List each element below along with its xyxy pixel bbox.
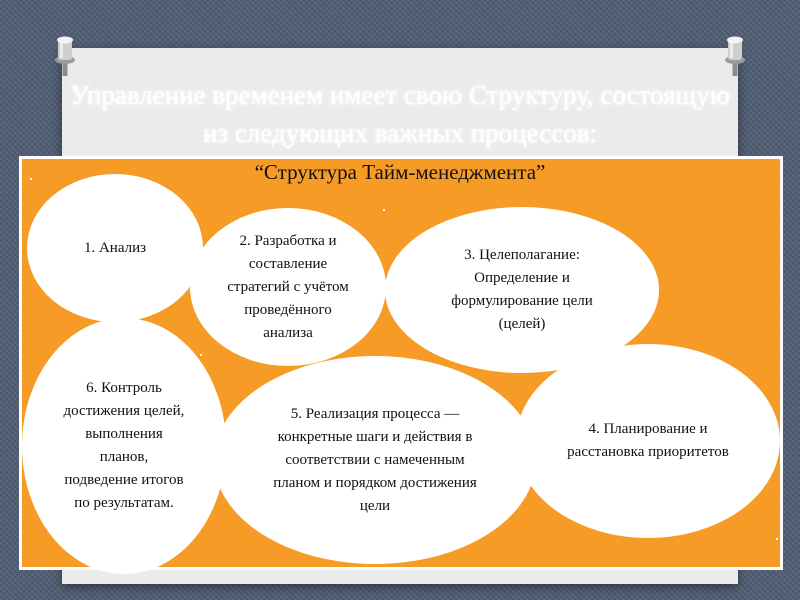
step-bubble-strategy — [190, 208, 386, 366]
step-text: 5. Реализация процесса — конкретные шаги и действия в соответствии с намеченным планом и порядком достижения цели — [273, 405, 477, 514]
slide-title: Управление временем имеет свою Структуру, состоящую из следующих важных процессов: — [70, 80, 730, 148]
step-text: 6. Контроль достижения целей, выполнения планов, подведение итогов по результатам. — [63, 380, 185, 511]
step-text: 3. Целеполагание: Определение и формулирование цели (целей) — [451, 247, 593, 332]
diagram-title: “Структура Тайм-менеджмента” — [254, 160, 546, 184]
pushpin-right-icon — [722, 34, 748, 78]
step-text: 4. Планирование и расстановка приоритетов — [567, 421, 729, 460]
step-bubble-control — [22, 318, 226, 574]
step-text: 2. Разработка и составление стратегий с учётом проведённого анализа — [227, 232, 349, 341]
step-bubble-implementation — [214, 356, 536, 564]
step-bubble-analysis — [27, 174, 203, 322]
decor-dot — [200, 354, 202, 356]
decor-dot — [383, 209, 385, 211]
decor-dot — [20, 328, 22, 330]
step-text: 1. Анализ — [83, 239, 147, 256]
step-bubble-planning — [516, 344, 780, 538]
decor-dot — [776, 538, 778, 540]
pushpin-left-icon — [52, 34, 78, 78]
